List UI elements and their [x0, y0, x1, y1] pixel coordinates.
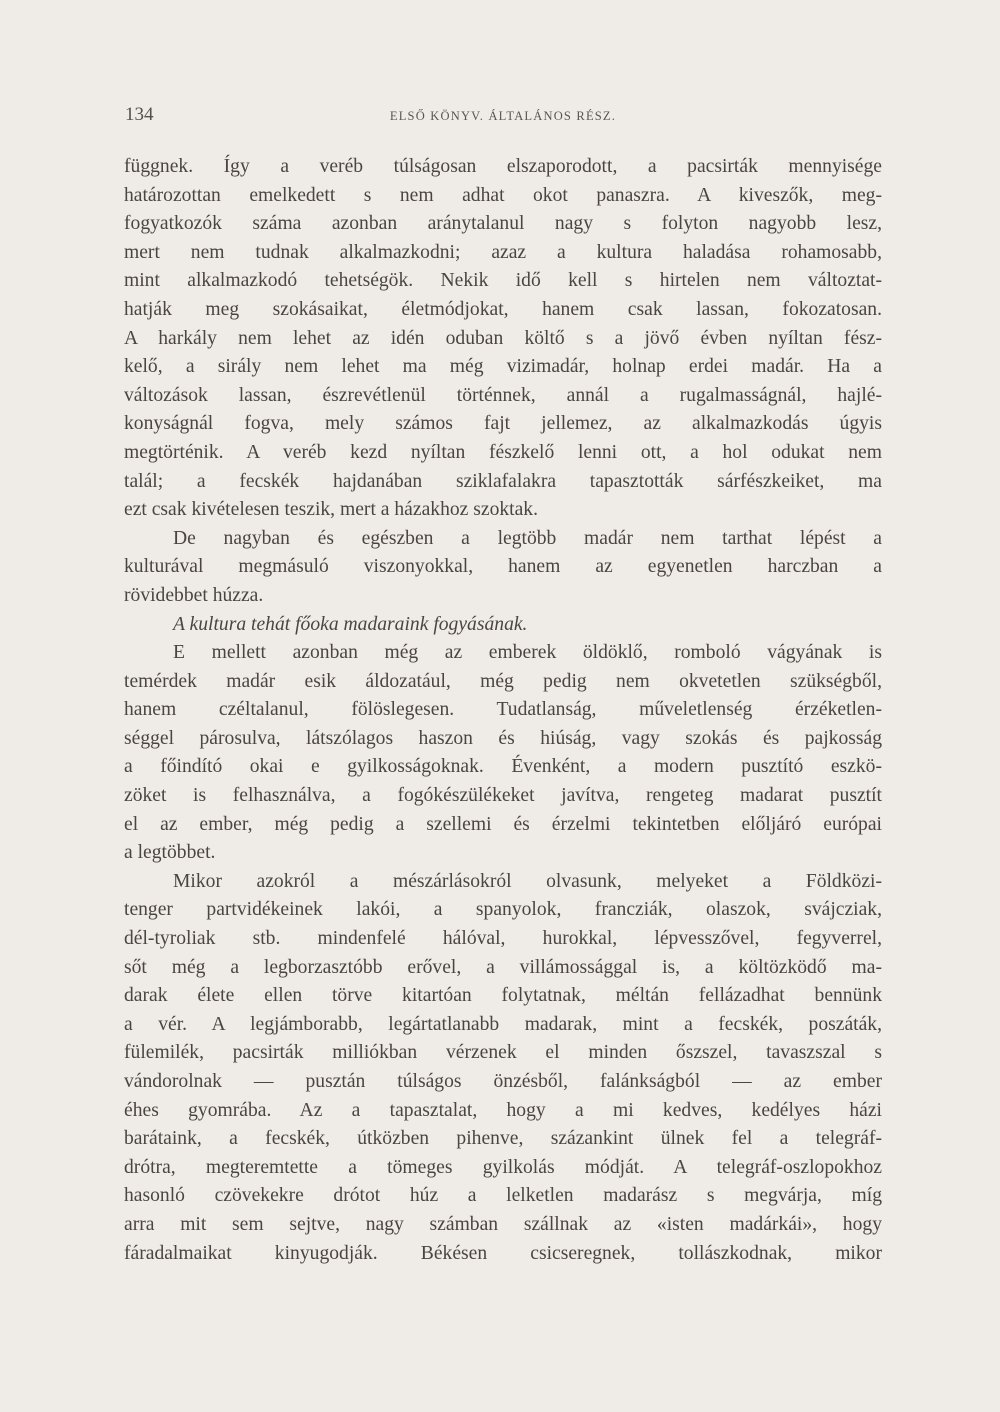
- text-line: fülemilék, pacsirták milliókban vérzenek el minden őszszel, tavaszszal s: [124, 1042, 882, 1064]
- text-line: drótra, megteremtette a tömeges gyilkolás módját. A telegráf-oszlopokhoz: [124, 1156, 882, 1178]
- text-line: darak élete ellen törve kitartóan folytatnak, méltán fellázadhat bennünk: [124, 985, 882, 1007]
- text-line: séggel párosulva, látszólagos haszon és hiúság, vagy szokás és pajkosság: [124, 727, 882, 749]
- text-line: a főindító okai e gyilkosságoknak. Évenként, a modern pusztító eszkö-: [124, 756, 882, 778]
- text-line: függnek. Így a veréb túlságosan elszaporodott, a pacsirták mennyisége: [124, 156, 882, 177]
- text-line: mint alkalmazkodó tehetségök. Nekik idő kell s hirtelen nem változtat-: [124, 270, 882, 292]
- text-line: kulturával megmásuló viszonyokkal, hanem az egyenetlen harczban a: [124, 556, 882, 578]
- text-line: változások lassan, észrevétlenül történnek, annál a rugalmasságnál, hajlé-: [124, 384, 882, 406]
- text-line: A kultura tehát főoka madaraink fogyásának.: [173, 613, 528, 635]
- text-line: dél-tyroliak stb. mindenfelé hálóval, hurokkal, lépvesszővel, fegyverrel,: [124, 928, 882, 950]
- text-line: tenger partvidékeinek lakói, a spanyolok, francziák, olaszok, svájcziak,: [124, 899, 882, 921]
- text-line: éhes gyomrába. Az a tapasztalat, hogy a mi kedves, kedélyes házi: [124, 1099, 882, 1121]
- text-line: kelő, a sirály nem lehet ma még vizimadár, holnap erdei madár. Ha a: [124, 356, 882, 378]
- text-line: hasonló czövekekre drótot húz a lelketlen madarász s megvárja, míg: [124, 1185, 882, 1207]
- text-line: De nagyban és egészben a legtöbb madár nem tarthat lépést a: [173, 527, 882, 549]
- body-text: [124, 153, 882, 1268]
- running-head: [125, 104, 881, 128]
- text-line: E mellett azonban még az emberek öldöklő, romboló vágyának is: [173, 642, 882, 664]
- text-line: A harkály nem lehet az idén oduban költő s a jövő évben nyíltan fész-: [124, 327, 882, 349]
- text-line: hatják meg szokásaikat, életmódjokat, hanem csak lassan, fokozatosan.: [124, 298, 882, 320]
- text-line: fáradalmaikat kinyugodják. Békésen csicseregnek, tollászkodnak, mikor: [124, 1242, 882, 1264]
- text-line: konyságnál fogva, mely számos fajt jellemez, az alkalmazkodás úgyis: [124, 413, 882, 435]
- text-line: barátaink, a fecskék, útközben pihenve, százankint ülnek fel a telegráf-: [124, 1128, 882, 1150]
- text-line: vándorolnak — pusztán túlságos önzésből, falánkságból — az ember: [124, 1071, 882, 1092]
- page-number: 134: [125, 104, 154, 125]
- text-line: megtörténik. A veréb kezd nyíltan fészkelő lenni ott, a hol odukat nem: [124, 441, 882, 463]
- text-line: talál; a fecskék hajdanában sziklafalakra tapasztották sárfészkeiket, ma: [124, 470, 882, 492]
- text-line: a legtöbbet.: [124, 842, 216, 864]
- text-line: sőt még a legborzasztóbb erővel, a villámossággal is, a költözködő ma-: [124, 956, 882, 978]
- text-line: arra mit sem sejtve, nagy számban szállnak az «isten madárkái», hogy: [124, 1213, 882, 1235]
- text-line: rövidebbet húzza.: [124, 584, 264, 606]
- text-line: temérdek madár esik áldozatául, még pedig nem okvetetlen szükségből,: [124, 670, 882, 692]
- text-line: határozottan emelkedett s nem adhat okot panaszra. A kiveszők, meg-: [124, 184, 882, 206]
- running-title: ELSŐ KÖNYV. ÁLTALÁNOS RÉSZ.: [389, 109, 617, 123]
- text-line: a vér. A legjámborabb, legártatlanabb madarak, mint a fecskék, poszáták,: [124, 1013, 882, 1035]
- text-line: Mikor azokról a mészárlásokról olvasunk, melyeket a Földközi-: [173, 870, 882, 892]
- text-line: fogyatkozók száma azonban aránytalanul nagy s folyton nagyobb lesz,: [124, 213, 882, 235]
- text-line: ezt csak kivételesen teszik, mert a házakhoz szoktak.: [124, 499, 539, 521]
- text-line: hanem czéltalanul, fölöslegesen. Tudatlanság, műveletlenség érzéketlen-: [124, 699, 882, 721]
- text-line: el az ember, még pedig a szellemi és érzelmi tekintetben előljáró európai: [124, 813, 882, 835]
- text-line: zöket is felhasználva, a fogókészülékeket javítva, rengeteg madarat pusztít: [124, 785, 882, 807]
- text-line: mert nem tudnak alkalmazkodni; azaz a kultura haladása rohamosabb,: [124, 241, 882, 263]
